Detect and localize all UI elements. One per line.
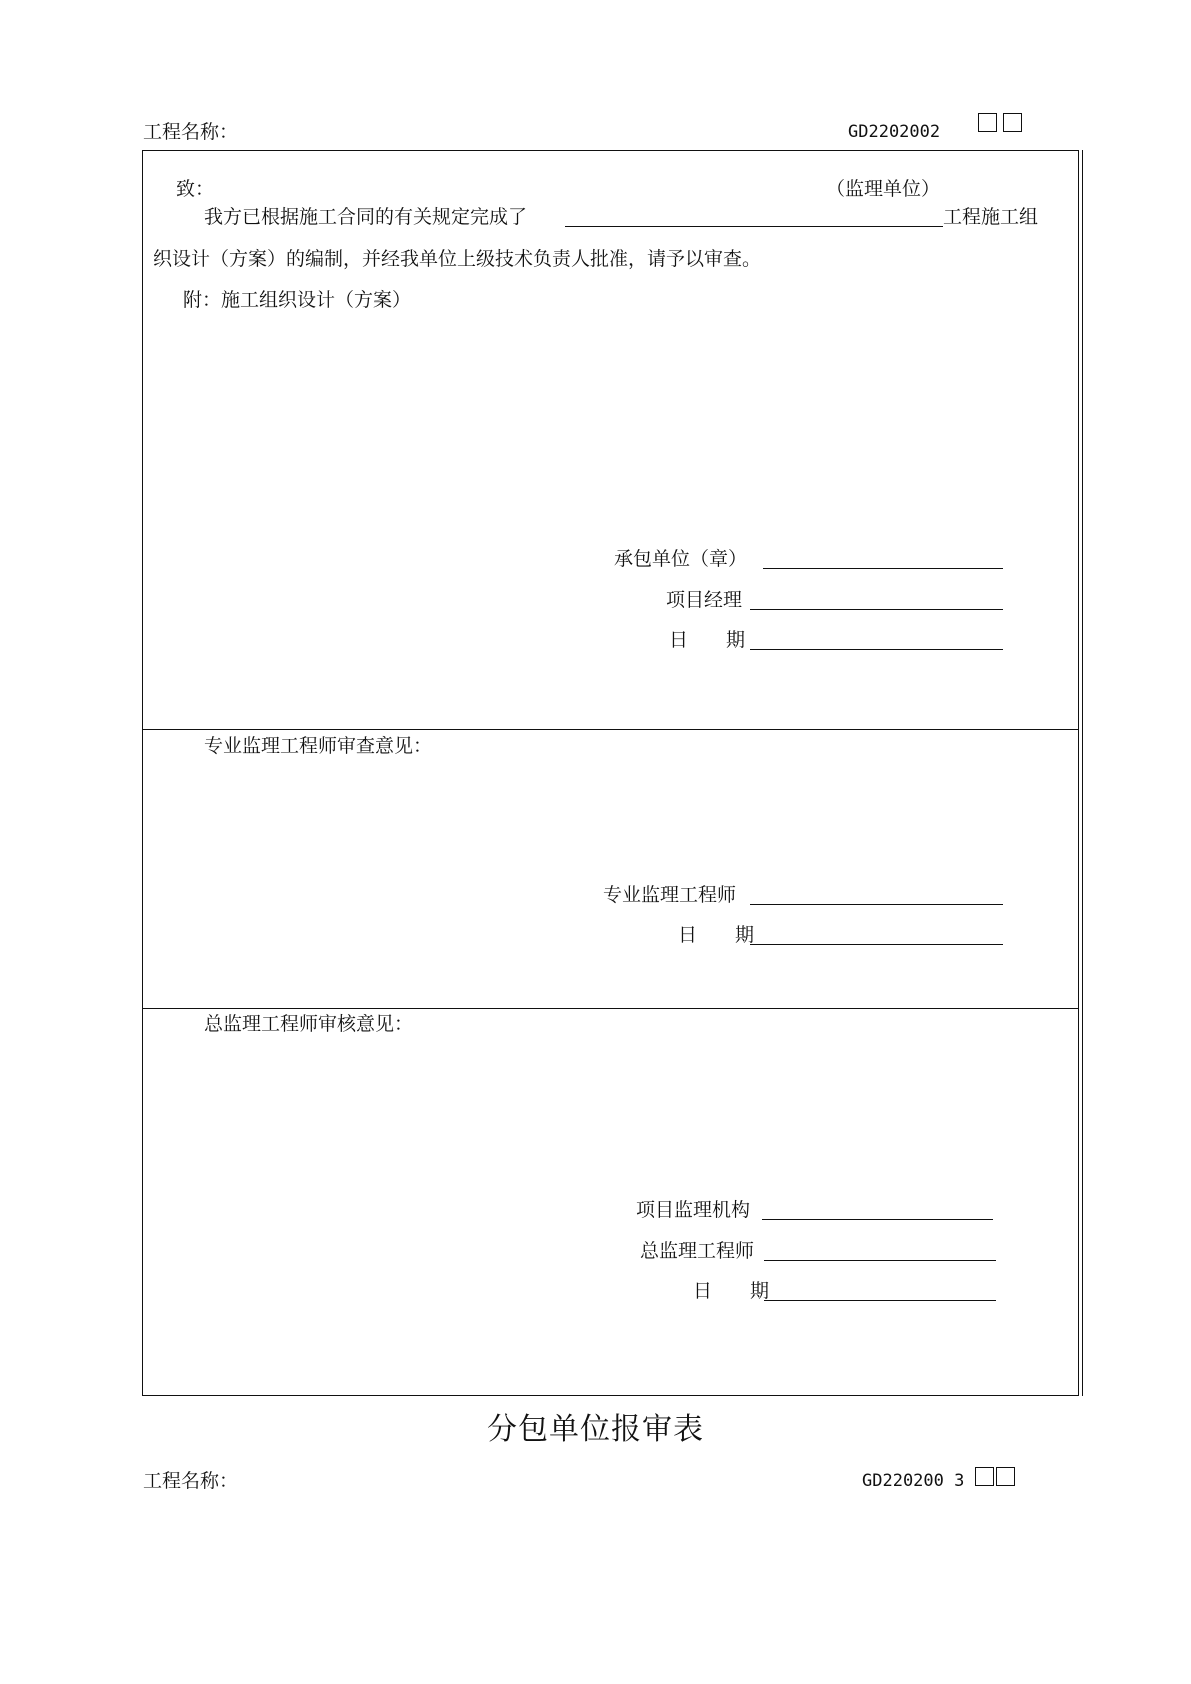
chief-signature-line[interactable]	[764, 1260, 996, 1261]
date-label-3: 日 期	[693, 1280, 770, 1302]
date-line-3[interactable]	[764, 1300, 996, 1301]
supervisor-unit-label: （监理单位）	[826, 178, 941, 200]
project-blank-line[interactable]	[565, 226, 943, 227]
manager-signature-line[interactable]	[750, 609, 1003, 610]
checkbox-2[interactable]	[1003, 113, 1022, 132]
frame-edge	[1082, 150, 1083, 1396]
supervision-org-label: 项目监理机构	[636, 1199, 751, 1221]
engineer-signature-line[interactable]	[750, 904, 1003, 905]
checkbox-1[interactable]	[978, 113, 997, 132]
date-line-1[interactable]	[750, 649, 1003, 650]
contractor-signature-line[interactable]	[763, 568, 1003, 569]
declaration-prefix: 我方已根据施工合同的有关规定完成了	[204, 206, 528, 228]
contractor-label: 承包单位（章）	[614, 548, 748, 570]
to-label: 致：	[176, 178, 215, 200]
date-label-1: 日 期	[669, 629, 746, 651]
form-table	[142, 150, 1079, 1396]
declaration-line2: 织设计（方案）的编制，并经我单位上级技术负责人批准，请予以审查。	[153, 248, 762, 270]
form-title: 分包单位报审表	[487, 1412, 704, 1447]
date-line-2[interactable]	[750, 944, 1003, 945]
chief-engineer-label: 总监理工程师	[640, 1240, 755, 1262]
form-code: GD2202002	[848, 122, 941, 142]
attachment-text: 附：施工组织设计（方案）	[183, 289, 412, 311]
engineer-label: 专业监理工程师	[603, 884, 737, 906]
checkbox-3[interactable]	[975, 1467, 994, 1486]
project-name-label: 工程名称：	[143, 121, 239, 143]
org-signature-line[interactable]	[762, 1219, 993, 1220]
checkbox-4[interactable]	[996, 1467, 1015, 1486]
engineer-review-heading: 专业监理工程师审查意见：	[204, 735, 433, 757]
form-code-2: GD220200 3	[862, 1471, 965, 1491]
project-name-label-2: 工程名称：	[143, 1470, 239, 1492]
section-divider-1	[142, 729, 1079, 730]
chief-review-heading: 总监理工程师审核意见：	[204, 1013, 414, 1035]
declaration-suffix: 工程施工组	[943, 206, 1039, 228]
manager-label: 项目经理	[666, 589, 743, 611]
section-divider-2	[142, 1008, 1079, 1009]
date-label-2: 日 期	[678, 924, 755, 946]
